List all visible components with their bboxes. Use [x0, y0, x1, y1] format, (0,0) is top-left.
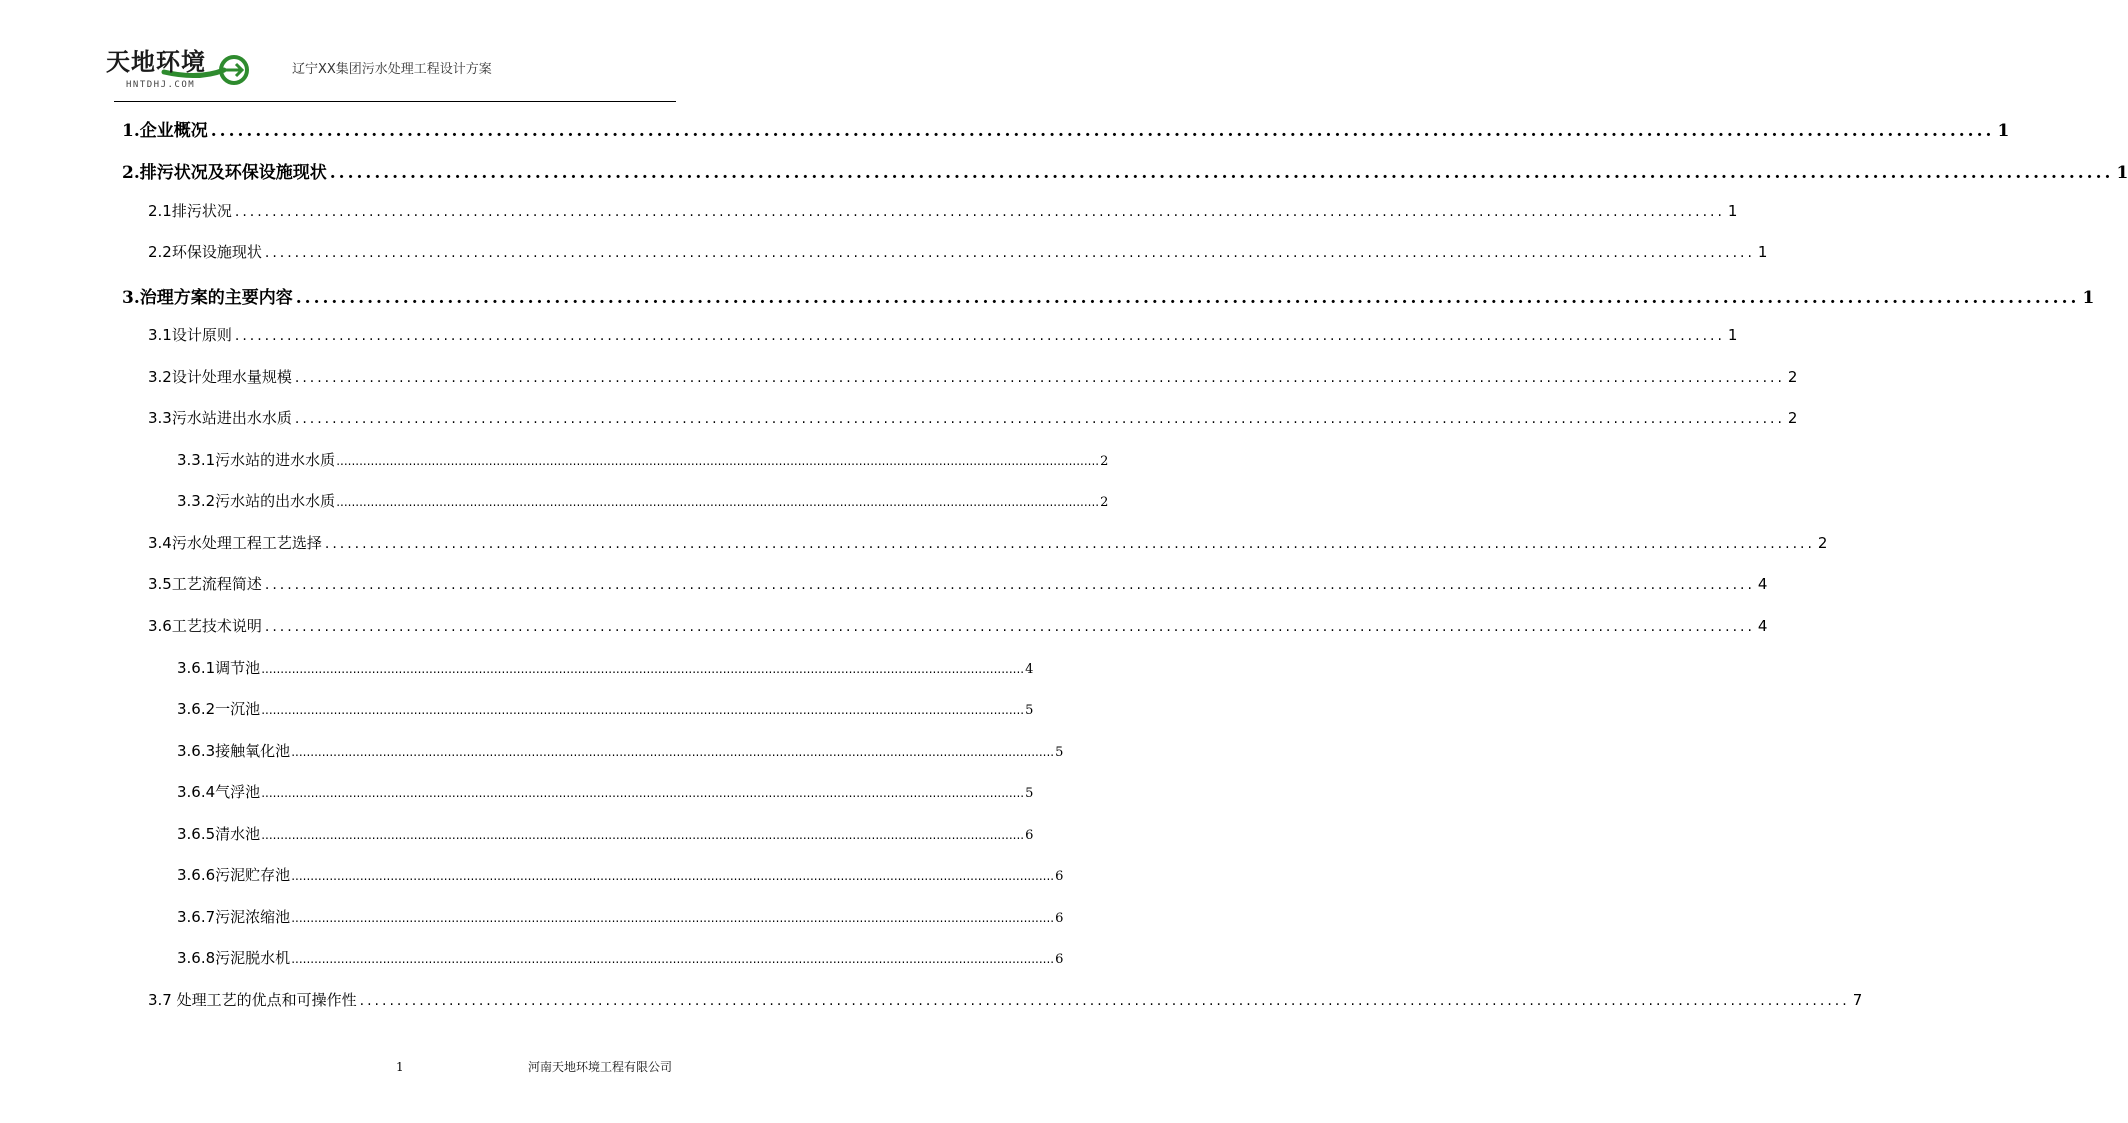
toc-entry[interactable] — [122, 158, 2128, 183]
toc-entry-title: 污泥贮存池 — [215, 866, 291, 884]
toc-entry-title: 接触氧化池 — [215, 742, 291, 760]
toc-leader-dots: ........................................................................................................................................................................................................ — [264, 577, 1755, 593]
toc-entry-number: 3.6.6 — [177, 866, 216, 884]
toc-leader-dots: ........................................................................................................................................................................................................ — [359, 993, 1850, 1009]
toc-entry-title: 排污状况及环保设施现状 — [139, 163, 327, 183]
toc-entry-page: 5 — [1055, 745, 1064, 760]
toc-entry-number: 3.3 — [148, 409, 172, 427]
toc-entry-page: 4 — [1025, 662, 1034, 677]
toc-entry[interactable] — [122, 283, 2095, 308]
toc-entry[interactable] — [122, 116, 2010, 141]
toc-entry-title: 设计原则 — [171, 326, 232, 344]
toc-leader-dots: ........................................................................................................................................................................................................ — [291, 952, 1055, 966]
toc-leader-dots: ........................................................................................................................................................................................................ — [234, 328, 1725, 344]
toc-entry[interactable] — [148, 324, 1738, 345]
toc-entry-number: 3.2 — [148, 368, 172, 386]
toc-entry[interactable] — [148, 573, 1768, 594]
toc-entry-title: 企业概况 — [139, 121, 208, 141]
company-logo — [104, 40, 254, 98]
toc-entry-title: 治理方案的主要内容 — [139, 288, 293, 308]
toc-leader-dots: ........................................................................................................................................................................................................ — [291, 911, 1055, 925]
toc-entry-title: 污水处理工程工艺选择 — [171, 534, 322, 552]
toc-entry-number: 3.6.3 — [177, 742, 216, 760]
toc-entry-number: 1. — [122, 121, 140, 141]
toc-leader-dots: ........................................................................................................................................................................................................ — [261, 828, 1025, 842]
toc-entry-page: 6 — [1055, 869, 1064, 884]
toc-entry-number: 3.4 — [148, 534, 172, 552]
toc-entry-page: 5 — [1025, 703, 1034, 718]
toc-entry[interactable] — [148, 200, 1738, 221]
toc-entry-page: 1 — [2082, 288, 2095, 308]
toc-entry[interactable] — [177, 781, 1034, 802]
toc-entry-page: 7 — [1852, 991, 1863, 1009]
toc-entry-title: 气浮池 — [215, 783, 261, 801]
toc-entry-number: 2.1 — [148, 202, 172, 220]
toc-leader-dots: ........................................................................................................................................................................................................ — [295, 288, 2080, 308]
toc-entry-page: 2 — [1787, 409, 1798, 427]
toc-leader-dots: ........................................................................................................................................................................................................ — [261, 662, 1025, 676]
logo-wordmark: 天地环境 — [106, 47, 206, 76]
toc-leader-dots: ........................................................................................................................................................................................................ — [291, 869, 1055, 883]
toc-entry-title: 污水站的出水水质 — [215, 492, 336, 510]
toc-entry-title: 工艺流程简述 — [171, 575, 262, 593]
toc-entry[interactable] — [177, 906, 1064, 927]
toc-leader-dots: ........................................................................................................................................................................................................ — [264, 619, 1755, 635]
toc-entry-number: 3.6.7 — [177, 908, 216, 926]
toc-entry-page: 6 — [1055, 952, 1064, 967]
toc-entry[interactable] — [177, 947, 1064, 968]
toc-entry-number: 3.5 — [148, 575, 172, 593]
toc-entry-title: 设计处理水量规模 — [171, 368, 292, 386]
toc-entry-page: 1 — [1727, 202, 1738, 220]
toc-entry-page: 2 — [1787, 368, 1798, 386]
toc-leader-dots: ........................................................................................................................................................................................................ — [261, 703, 1025, 717]
toc-entry-number: 3.6 — [148, 617, 172, 635]
toc-entry-title: 调节池 — [215, 659, 261, 677]
toc-entry-title: 污泥浓缩池 — [215, 908, 291, 926]
toc-entry[interactable] — [148, 407, 1798, 428]
toc-entry-number: 3.6.5 — [177, 825, 216, 843]
toc-entry-page: 5 — [1025, 786, 1034, 801]
toc-entry-number: 3.3.1 — [177, 451, 216, 469]
toc-entry-number: 3.6.2 — [177, 700, 216, 718]
toc-entry-title: 一沉池 — [215, 700, 261, 718]
toc-entry[interactable] — [177, 698, 1034, 719]
toc-entry[interactable] — [148, 241, 1768, 262]
toc-entry[interactable] — [177, 490, 1109, 511]
header-divider — [114, 101, 676, 102]
toc-entry-number: 3.6.1 — [177, 659, 216, 677]
toc-entry-page: 2 — [1100, 454, 1109, 469]
toc-entry-page: 4 — [1757, 617, 1768, 635]
toc-entry-number: 2. — [122, 163, 140, 183]
toc-entry-title: 处理工艺的优点和可操作性 — [171, 991, 357, 1009]
toc-entry-number: 3.6.8 — [177, 949, 216, 967]
toc-entry-number: 3.3.2 — [177, 492, 216, 510]
toc-entry-page: 2 — [1817, 534, 1828, 552]
toc-entry[interactable] — [177, 449, 1109, 470]
toc-entry-number: 2.2 — [148, 243, 172, 261]
toc-entry[interactable] — [177, 740, 1064, 761]
toc-entry-title: 排污状况 — [171, 202, 232, 220]
toc-entry[interactable] — [148, 989, 1863, 1010]
toc-entry-number: 3. — [122, 288, 140, 308]
toc-entry-title: 污水站的进水水质 — [215, 451, 336, 469]
footer-company-name: 河南天地环境工程有限公司 — [528, 1060, 673, 1074]
toc-entry-page: 1 — [1727, 326, 1738, 344]
toc-entry[interactable] — [148, 532, 1828, 553]
toc-leader-dots: ........................................................................................................................................................................................................ — [324, 536, 1815, 552]
toc-entry-page: 1 — [1757, 243, 1768, 261]
toc-entry-title: 工艺技术说明 — [171, 617, 262, 635]
toc-entry-title: 污水站进出水水质 — [171, 409, 292, 427]
toc-entry-title: 污泥脱水机 — [215, 949, 291, 967]
toc-entry-page: 6 — [1055, 911, 1064, 926]
toc-entry-number: 3.1 — [148, 326, 172, 344]
toc-leader-dots: ........................................................................................................................................................................................................ — [234, 204, 1725, 220]
toc-entry[interactable] — [177, 823, 1034, 844]
toc-leader-dots: ........................................................................................................................................................................................................ — [294, 411, 1785, 427]
toc-entry[interactable] — [177, 657, 1034, 678]
toc-entry-page: 1 — [2116, 163, 2128, 183]
toc-entry-page: 4 — [1757, 575, 1768, 593]
toc-entry-page: 6 — [1025, 828, 1034, 843]
toc-entry-page: 2 — [1100, 495, 1109, 510]
footer-page-number: 1 — [396, 1060, 404, 1074]
toc-entry[interactable] — [148, 366, 1798, 387]
toc-entry-number: 3.7 — [148, 991, 172, 1009]
toc-entry-title: 清水池 — [215, 825, 261, 843]
toc-leader-dots: ........................................................................................................................................................................................................ — [294, 370, 1785, 386]
toc-leader-dots: ........................................................................................................................................................................................................ — [336, 495, 1100, 509]
toc-leader-dots: ........................................................................................................................................................................................................ — [210, 121, 1995, 141]
toc-entry-page: 1 — [1997, 121, 2010, 141]
toc-leader-dots: ........................................................................................................................................................................................................ — [291, 745, 1055, 759]
toc-leader-dots: ........................................................................................................................................................................................................ — [336, 454, 1100, 468]
toc-leader-dots: ........................................................................................................................................................................................................ — [329, 163, 2114, 183]
toc-entry[interactable] — [177, 864, 1064, 885]
toc-entry-number: 3.6.4 — [177, 783, 216, 801]
toc-entry[interactable] — [148, 615, 1768, 636]
toc-entry-title: 环保设施现状 — [171, 243, 262, 261]
toc-leader-dots: ........................................................................................................................................................................................................ — [261, 786, 1025, 800]
toc-leader-dots: ........................................................................................................................................................................................................ — [264, 245, 1755, 261]
logo-url: HNTDHJ.COM — [126, 80, 196, 90]
document-header-title: 辽宁XX集团污水处理工程设计方案 — [292, 62, 492, 77]
